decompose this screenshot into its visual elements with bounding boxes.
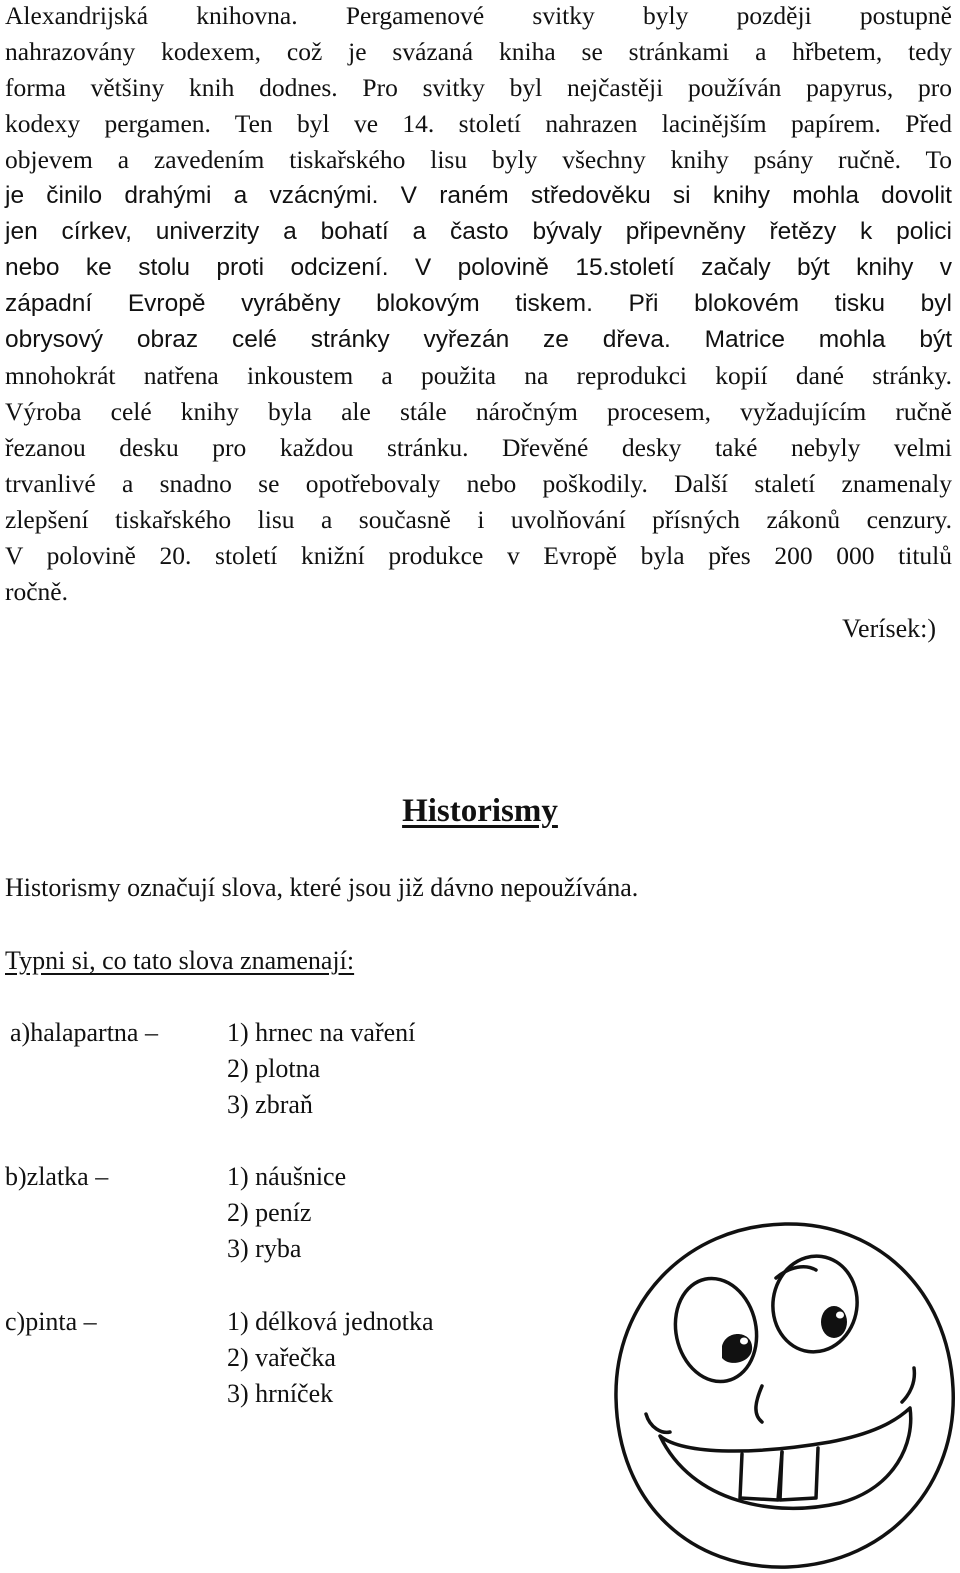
quiz-option: 1) délková jednotka: [227, 1307, 434, 1336]
quiz-term: c)pinta –: [5, 1307, 97, 1336]
paragraph-line: je činilo drahými a vzácnými. V raném středověku si knihy mohla dovolit: [5, 182, 952, 209]
section-heading: Historismy: [402, 793, 558, 829]
quiz-option: 2) plotna: [227, 1054, 321, 1083]
left-eye: [666, 1271, 766, 1389]
right-pupil: [821, 1306, 847, 1338]
quiz-option: 2) vařečka: [227, 1343, 336, 1372]
quiz-term: a)halapartna –: [10, 1018, 158, 1047]
paragraph-line: západní Evropě vyráběny blokovým tiskem. Při blokovém tisku byl: [5, 290, 952, 317]
paragraph-line: Alexandrijská knihovna. Pergamenové svitky byly později postupně: [5, 1, 952, 30]
quiz-option: 2) peníz: [227, 1198, 312, 1227]
paragraph-line: mnohokrát natřena inkoustem a použita na reprodukci kopií dané stránky.: [5, 361, 952, 390]
paragraph-line: ročně.: [5, 577, 69, 606]
left-cheek: [646, 1414, 670, 1432]
paragraph-line: kodexy pergamen. Ten byl ve 14. století nahrazen lacinějším papírem. Před: [5, 109, 952, 138]
paragraph-line: trvanlivé a snadno se opotřebovaly nebo poškodily. Další staletí znamenaly: [5, 469, 952, 498]
left-tooth: [740, 1452, 782, 1500]
right-cheek: [902, 1368, 914, 1402]
face-outline: [616, 1224, 953, 1567]
right-tooth: [780, 1448, 818, 1500]
paragraph-line: řezanou desku pro každou stránku. Dřevěné desky také nebyly velmi: [5, 433, 952, 462]
paragraph-line: jen církev, univerzity a bohatí a často bývaly připevněny řetězy k polici: [5, 218, 952, 245]
quiz-option: 1) hrnec na vaření: [227, 1018, 416, 1047]
mouth: [660, 1408, 911, 1508]
left-pupil: [722, 1334, 752, 1363]
quiz-option: 1) náušnice: [227, 1162, 347, 1191]
quiz-prompt: Typni si, co tato slova znamenají:: [5, 946, 355, 975]
quiz-option: 3) zbraň: [227, 1090, 313, 1119]
paragraph-line: forma většiny knih dodnes. Pro svitky byl nejčastěji používán papyrus, pro: [5, 73, 952, 102]
right-pupil-highlight: [836, 1312, 844, 1319]
right-eye: [767, 1251, 864, 1358]
smiley-face-icon: [610, 1218, 960, 1573]
quiz-option: 3) hrníček: [227, 1379, 334, 1408]
paragraph-line: nahrazovány kodexem, což je svázaná kniha se stránkami a hřbetem, tedy: [5, 37, 952, 66]
paragraph-line: zlepšení tiskařského lisu a současně i uvolňování přísných zákonů cenzury.: [5, 505, 952, 534]
paragraph-line: V polovině 20. století knižní produkce v Evropě byla přes 200 000 titulů: [5, 541, 952, 570]
quiz-term: b)zlatka –: [5, 1162, 109, 1191]
paragraph-line: nebo ke stolu proti odcizení. V polovině 15.století začaly být knihy v: [5, 254, 952, 281]
quiz-option: 3) ryba: [227, 1234, 302, 1263]
nose: [756, 1386, 762, 1422]
paragraph-line: objevem a zavedením tiskařského lisu byly všechny knihy psány ručně. To: [5, 145, 952, 174]
left-pupil-highlight: [740, 1338, 748, 1345]
paragraph-line: obrysový obraz celé stránky vyřezán ze dřeva. Matrice mohla být: [5, 326, 952, 353]
paragraph-line: Výroba celé knihy byla ale stále náročným procesem, vyžadujícím ručně: [5, 397, 952, 426]
author-signature: Verísek:): [842, 614, 936, 643]
section-intro: Historismy označují slova, které jsou již dávno nepoužívána.: [5, 873, 639, 902]
